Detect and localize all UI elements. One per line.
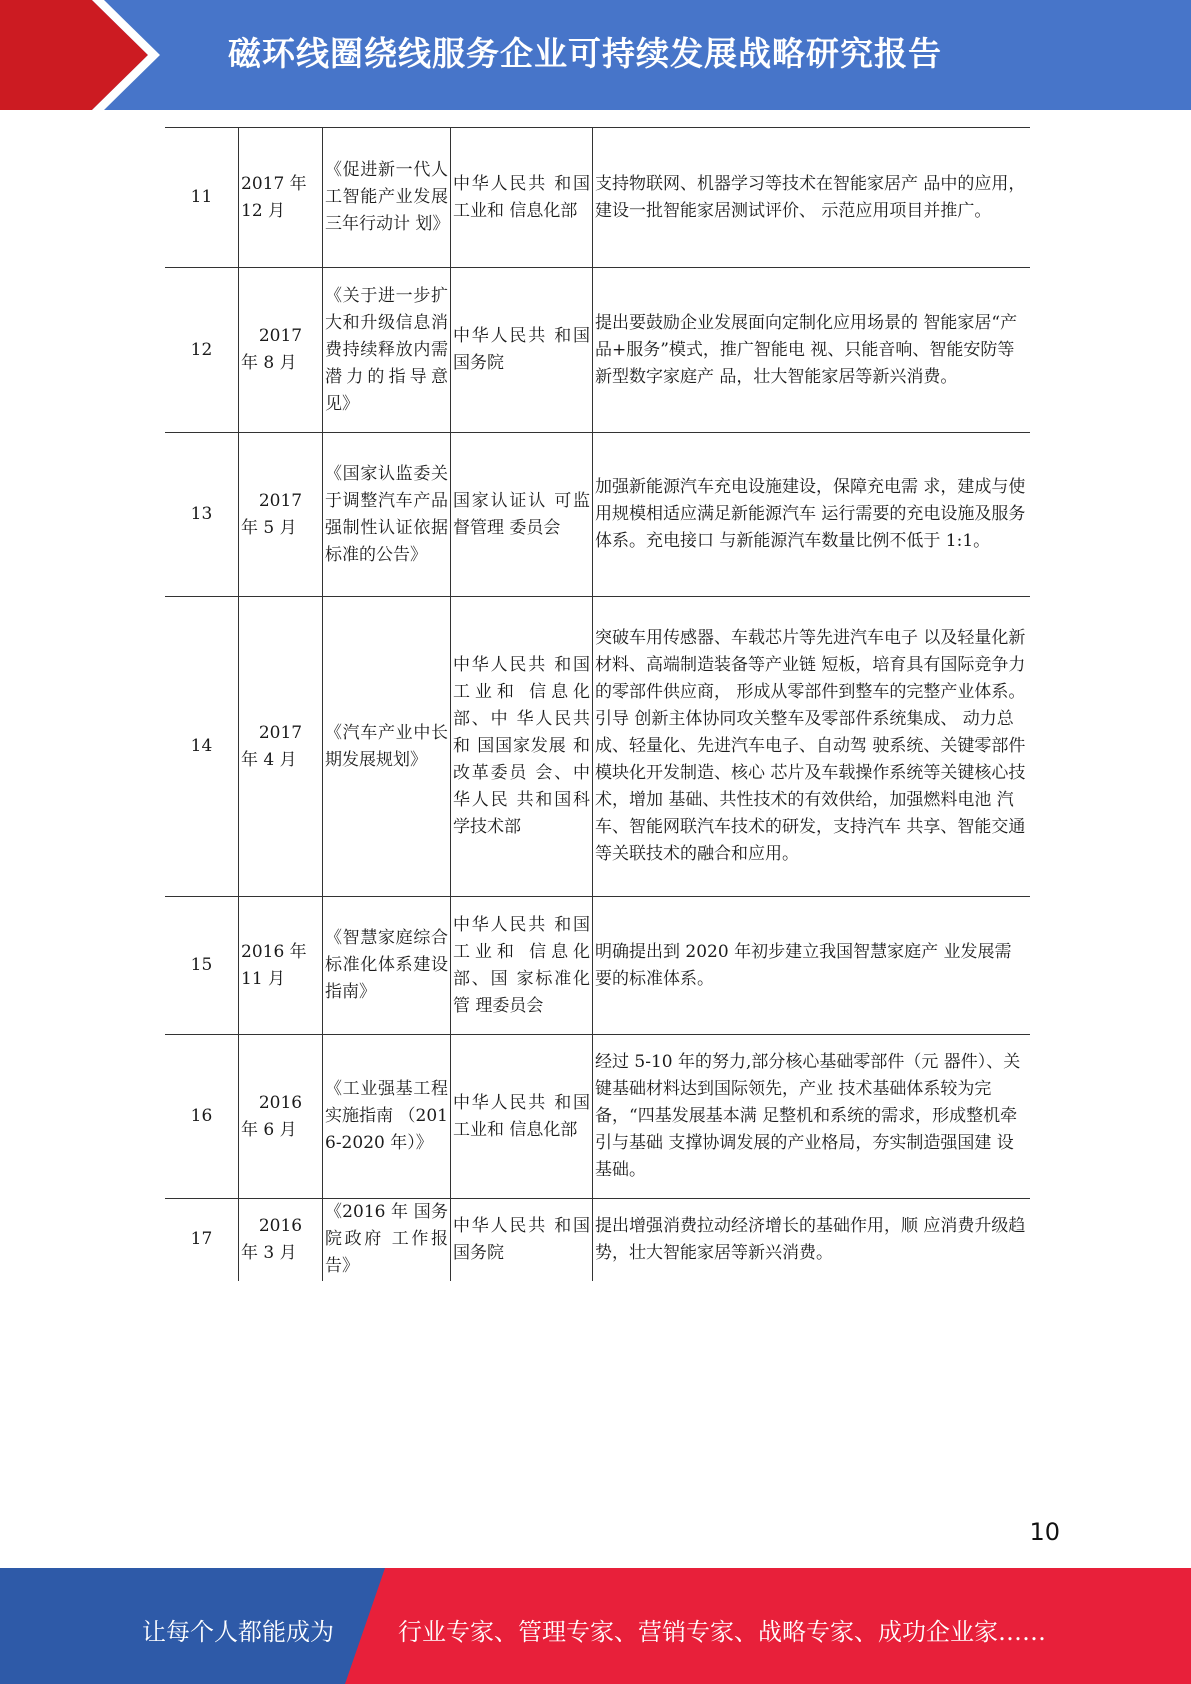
row-content: 提出增强消费拉动经济增长的基础作用，顺 应消费升级趋势，壮大智能家居等新兴消费。 xyxy=(593,1199,1031,1281)
row-date-month: 年 4 月 xyxy=(241,749,297,770)
row-date-month: 年 8 月 xyxy=(241,353,297,373)
row-number: 17 xyxy=(165,1199,239,1281)
row-department: 中华人民共 和国工业和 信息化部、国 家标准化管 理委员会 xyxy=(451,897,593,1035)
row-content: 突破车用传感器、车载芯片等先进汽车电子 以及轻量化新材料、高端制造装备等产业链 短板，培育具有国际竞争力的零部件供应商， 形成从零部件到整车的完整产业体系。引导 创新主体协同攻关整车及零部件系统集成、 动力总成、轻量化、先进汽车电子、自动驾 驶系统、关键零部件模块化开发制造、核心 芯片及车载操作系统等关键核心技术，增加 基础、共性技术的有效供给，加强燃料电池 汽车、智能网联汽车技术的研发，支持汽车 共享、智能交通等关联技术的融合和应用。 xyxy=(593,597,1031,897)
row-date-year: 2016 xyxy=(258,1092,303,1113)
row-policy-title: 《国家认监委关于调整汽车产品强制性认证依据标准的公告》 xyxy=(323,433,451,597)
row-content: 加强新能源汽车充电设施建设，保障充电需 求，建成与使用规模相适应满足新能源汽车 运行需要的充电设施及服务体系。充电接口 与新能源汽车数量比例不低于 1:1。 xyxy=(593,433,1031,597)
row-date: 2017 年 12 月 xyxy=(239,128,323,268)
table-row xyxy=(165,597,1030,897)
row-number: 13 xyxy=(165,433,239,597)
row-date xyxy=(239,268,323,433)
footer-slogan-right: 行业专家、管理专家、营销专家、战略专家、成功企业家…… xyxy=(398,1618,1046,1646)
row-number: 15 xyxy=(165,897,239,1035)
row-date-month: 年 6 月 xyxy=(241,1119,297,1140)
table-row xyxy=(165,128,1030,268)
row-content: 经过 5-10 年的努力,部分核心基础零部件（元 器件）、关键基础材料达到国际领先，产业 技术基础体系较为完备，“四基发展基本满 足整机和系统的需求，形成整机牵引与基础 支撑协调发展的产业格局，夯实制造强国建 设基础。 xyxy=(593,1035,1031,1199)
row-content: 提出要鼓励企业发展面向定制化应用场景的 智能家居“产品+服务”模式，推广智能电 视、只能音响、智能安防等新型数字家庭产 品，壮大智能家居等新兴消费。 xyxy=(593,268,1031,433)
page-number: 10 xyxy=(1029,1518,1060,1546)
table-row xyxy=(165,433,1030,597)
row-policy-title: 《2016 年 国务院政府 工作报告》 xyxy=(323,1199,451,1281)
row-date-year: 2016 xyxy=(258,1215,303,1236)
row-content: 支持物联网、机器学习等技术在智能家居产 品中的应用，建设一批智能家居测试评价、 示范应用项目并推广。 xyxy=(593,128,1031,268)
row-policy-title: 《工业强基工程实施指南 （2016-2020 年）》 xyxy=(323,1035,451,1199)
row-department: 中华人民共 和国国务院 xyxy=(451,268,593,433)
row-department: 中华人民共 和国工业和 信息化部 xyxy=(451,128,593,268)
row-date: 2016 年 11 月 xyxy=(239,897,323,1035)
row-department: 中华人民共 和国工业和 信息化部 xyxy=(451,1035,593,1199)
row-content: 明确提出到 2020 年初步建立我国智慧家庭产 业发展需要的标准体系。 xyxy=(593,897,1031,1035)
row-policy-title: 《促进新一代人工智能产业发展三年行动计 划》 xyxy=(323,128,451,268)
table-row xyxy=(165,1199,1030,1281)
row-policy-title: 《关于进一步扩大和升级信息消费持续释放内需潜力的指导意见》 xyxy=(323,268,451,433)
table-row xyxy=(165,1035,1030,1199)
policy-table xyxy=(165,127,1030,1281)
footer-slogan-left: 让每个人都能成为 xyxy=(142,1618,334,1646)
table-row xyxy=(165,268,1030,433)
row-date-month: 年 3 月 xyxy=(241,1242,297,1263)
row-date-year: 2017 xyxy=(258,326,303,346)
page-footer xyxy=(0,1568,1191,1684)
row-number: 16 xyxy=(165,1035,239,1199)
table-row xyxy=(165,897,1030,1035)
page-header xyxy=(0,0,1191,110)
row-date xyxy=(239,597,323,897)
header-red-arrow xyxy=(0,0,150,110)
row-department: 中华人民共 和国国务院 xyxy=(451,1199,593,1281)
row-date xyxy=(239,433,323,597)
row-number: 12 xyxy=(165,268,239,433)
row-number: 14 xyxy=(165,597,239,897)
row-policy-title: 《智慧家庭综合标准化体系建设指南》 xyxy=(323,897,451,1035)
row-date-month: 年 5 月 xyxy=(241,517,297,538)
row-date-year: 2017 xyxy=(258,490,303,511)
row-department: 国家认证认 可监督管理 委员会 xyxy=(451,433,593,597)
row-date xyxy=(239,1199,323,1281)
row-number: 11 xyxy=(165,128,239,268)
row-department: 中华人民共 和国工业和 信息化部、中 华人民共和 国国家发展 和改革委员 会、中华人民 共和国科学技术部 xyxy=(451,597,593,897)
row-date-year: 2017 xyxy=(258,722,303,743)
report-title: 磁环线圈绕线服务企业可持续发展战略研究报告 xyxy=(228,34,942,73)
row-policy-title: 《汽车产业中长期发展规划》 xyxy=(323,597,451,897)
row-date xyxy=(239,1035,323,1199)
